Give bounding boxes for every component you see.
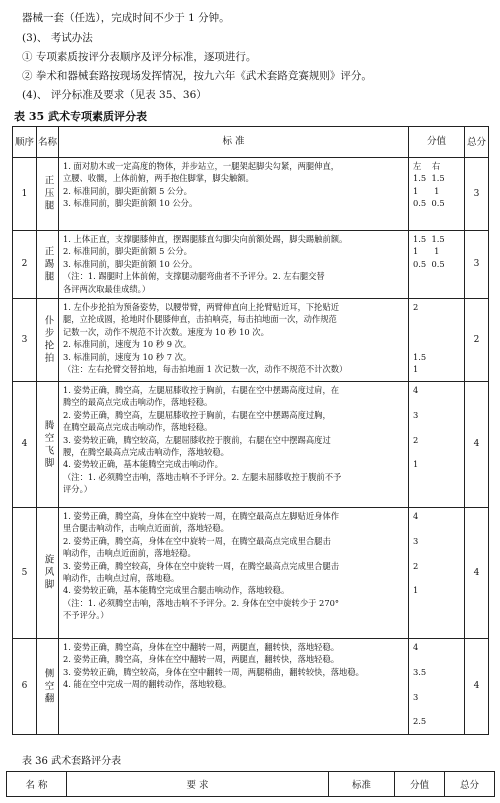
item-name-cell — [37, 382, 59, 508]
item-name-cell — [37, 231, 59, 299]
standard-line: 3. 标准同前，脚尖距前额 10 公分。 — [63, 198, 198, 209]
score-cell — [409, 639, 465, 735]
standard-line: 3. 姿势较正确，腾空较高，身体在空中翻转一周，两腿稍曲，翻转较快，落地稳。 — [63, 666, 364, 677]
score-value — [413, 313, 460, 325]
table35-row — [13, 299, 489, 382]
table35-row — [13, 158, 489, 231]
standard-line: （注：1. 必须腾空击响，落地击响不予评分。2. 身体在空中旋转少于 270° — [63, 597, 340, 608]
standard-line: 2. 标准同前，脚尖距前额 5 公分。 — [63, 246, 192, 257]
score-value — [413, 283, 460, 295]
table35 — [12, 126, 489, 735]
total-score: 4 — [465, 639, 489, 735]
standard-line: 1. 姿势正确，腾空高，左腿屈膝收控于胸前，右腿在空中摆踢高度过肩，在 — [63, 385, 340, 395]
score-value: 1.5 1.5 — [413, 234, 445, 244]
score-value: 0.5 0.5 — [413, 258, 445, 269]
score-value — [413, 522, 460, 534]
score-value — [413, 572, 460, 584]
score-value: 3 — [413, 409, 419, 420]
standard-line: 4. 能在空中完成一周的翻转动作，落地较稳。 — [63, 679, 232, 690]
standard-line: 响动作，击响点近面前，落地轻稳。 — [63, 548, 196, 559]
item-name-cell — [37, 639, 59, 735]
score-value: 1 1 — [413, 246, 440, 257]
standard-line: 在腾空最高点完成击响动作，落地轻稳。 — [63, 422, 213, 433]
score-value — [413, 326, 460, 338]
item-name: 仆步抡拍 — [42, 315, 54, 365]
standard-cell — [59, 299, 409, 382]
score-value: 2 — [413, 560, 419, 571]
score-value: 1 — [413, 585, 419, 596]
score-value: 1 1 — [413, 185, 440, 196]
score-value: 2 — [413, 302, 419, 312]
standard-line: 3. 姿势较正确，腾空较高，左腿屈膝收控于腹前，右腿在空中摆踢高度过 — [63, 434, 331, 445]
table36-header-row — [7, 772, 495, 797]
t36-header-requirement: 要 求 — [67, 772, 329, 797]
score-cell — [409, 158, 465, 231]
item-name-cell — [37, 299, 59, 382]
standard-line: 2. 姿势正确，腾空高，身体在空中旋转一周，在腾空最高点完成里合腿击 — [63, 535, 331, 546]
item-name-cell — [37, 508, 59, 639]
score-value: 1.5 — [413, 351, 427, 362]
score-value: 3 — [413, 691, 419, 702]
standard-line: 里合腿击响动作，击响点近面前，落地轻稳。 — [63, 523, 229, 534]
table35-row — [13, 231, 489, 299]
standard-cell — [59, 508, 409, 639]
table35-header-row — [13, 127, 489, 158]
t36-header-score: 分值 — [395, 772, 445, 797]
score-value: 4 — [413, 511, 419, 521]
score-value: 3.5 — [413, 666, 427, 677]
standard-line: （注：1. 踢腿时上体前俯，支撑腿动腿弯曲者不予评分。2. 左右腿交替 — [63, 271, 325, 282]
t36-header-name: 名 称 — [7, 772, 67, 797]
score-value: 4 — [413, 385, 419, 395]
table36 — [6, 771, 495, 797]
intro-line-2: (3)、 考试办法 — [22, 32, 93, 44]
item-name-cell — [37, 158, 59, 231]
score-value — [413, 421, 460, 433]
score-value — [413, 396, 460, 408]
score-value: 2 — [413, 434, 419, 445]
standard-line: 腿，立抡成圆，抢地时仆腿膝伸直，击拍响亮，每击拍地面一次，动作规范 — [63, 314, 337, 325]
header-name: 名称 — [37, 127, 59, 158]
standard-line: 1. 左仆步抡拍为预备姿势，以腰带臂，两臂伸直向上抡臂贴近耳，下抡贴近 — [63, 302, 340, 312]
standard-cell — [59, 639, 409, 735]
item-name: 正压腿 — [42, 175, 54, 213]
row-number: 5 — [13, 508, 37, 639]
standard-line: 3. 姿势正确，腾空较高，身体在空中旋转一周，在腾空最高点完成里合腿击 — [63, 560, 340, 571]
score-value — [413, 597, 460, 609]
standard-line: 2. 标准同前，脚尖距前额 5 公分。 — [63, 185, 192, 196]
standard-line: 腰，在腾空最高点完成击响动作，落地较稳。 — [63, 447, 229, 458]
row-number: 1 — [13, 158, 37, 231]
table35-row — [13, 508, 489, 639]
t36-header-total: 总分 — [445, 772, 495, 797]
standard-cell — [59, 231, 409, 299]
header-standard: 标 准 — [59, 127, 409, 158]
intro-line-3: ① 专项素质按评分表顺序及评分标准，逐项进行。 — [22, 51, 257, 63]
header-no: 顺序 — [13, 127, 37, 158]
standard-line: 1. 上体正直，支撑腿膝伸直，摆踢腿膝直勾脚尖向前额处踢，脚尖踢触前额。 — [63, 234, 348, 244]
score-cell — [409, 299, 465, 382]
item-name: 腾空飞脚 — [42, 419, 54, 470]
standard-line: 立腰、收髋，上体前俯，两手抱住脚掌，脚尖触额。 — [63, 173, 254, 184]
score-value — [413, 703, 460, 715]
t36-header-standard: 标准 — [329, 772, 395, 797]
score-cell — [409, 231, 465, 299]
table35-row — [13, 382, 489, 508]
standard-line: 4. 姿势较正确，基本能腾空完成击响动作。 — [63, 459, 223, 470]
score-value: 3 — [413, 535, 419, 546]
score-value: 左 右 — [413, 161, 441, 171]
standard-line: （注：1. 必须腾空击响，落地击响不予评分。2. 左腿未屈膝收控于腹前不予 — [63, 471, 342, 482]
standard-line: （注：左右抡臂交替拍地，每击拍地面 1 次记数一次，动作不规范不计次数） — [63, 364, 348, 375]
standard-line: 2. 标准同前，速度为 10 秒 9 次。 — [63, 339, 192, 350]
score-value — [413, 547, 460, 559]
score-value — [413, 678, 460, 690]
standard-line: 各评两次取最佳成绩。） — [63, 283, 151, 294]
score-value — [413, 483, 460, 495]
standard-line: 腾空的最高点完成击响动作，落地轻稳。 — [63, 397, 213, 408]
table35-row — [13, 639, 489, 735]
row-number: 3 — [13, 299, 37, 382]
score-value: 1 — [413, 363, 419, 374]
intro-line-5: (4)、 评分标准及要求（见表 35、36） — [22, 89, 207, 101]
standard-cell — [59, 382, 409, 508]
score-value: 1 — [413, 459, 419, 470]
standard-line: 2. 姿势正确，腾空高，左腿屈膝收控于胸前，右腿在空中摆踢高度过胸， — [63, 409, 331, 420]
intro-line-1: 器械一套（任选），完成时间不少于 1 分钟。 — [22, 12, 230, 24]
standard-line: 3. 标准同前，脚尖距前额 10 公分。 — [63, 258, 198, 269]
row-number: 6 — [13, 639, 37, 735]
header-score: 分值 — [409, 127, 465, 158]
score-cell — [409, 508, 465, 639]
header-total: 总分 — [465, 127, 489, 158]
item-name: 旋风脚 — [42, 554, 54, 592]
intro-line-4: ② 拳术和器械套路按现场发挥情况，按九六年《武术套路竞赛规则》评分。 — [22, 70, 372, 82]
standard-cell — [59, 158, 409, 231]
standard-line: 1. 姿势正确，腾空高，身体在空中旋转一周，在腾空最高点左脚贴近身体作 — [63, 511, 340, 521]
score-value — [413, 446, 460, 458]
standard-line: 3. 标准同前，速度为 10 秒 7 次。 — [63, 351, 192, 362]
row-number: 4 — [13, 382, 37, 508]
standard-line: 评分。） — [63, 484, 93, 495]
standard-line: 记数一次，动作不规范不计次数。速度为 10 秒 10 次。 — [63, 326, 269, 337]
total-score: 2 — [465, 299, 489, 382]
standard-line: 2. 姿势正确，腾空高，身体在空中翻转一周，两腿直，翻转快，落地轻稳。 — [63, 654, 340, 665]
total-score: 3 — [465, 158, 489, 231]
table36-caption: 表 36 武术套路评分表 — [22, 756, 122, 767]
total-score: 3 — [465, 231, 489, 299]
standard-line: 1. 面对肋木或一定高度的物体，并步站立，一腿架起脚尖勾紧，两腿伸直， — [63, 161, 340, 171]
score-value — [413, 338, 460, 350]
total-score: 4 — [465, 508, 489, 639]
score-value — [413, 270, 460, 282]
standard-line: 4. 姿势较正确，基本能腾空完成里合腿击响动作，落地较稳。 — [63, 585, 290, 596]
score-value — [413, 609, 460, 621]
score-value: 4 — [413, 642, 419, 652]
score-value — [413, 471, 460, 483]
score-cell — [409, 382, 465, 508]
total-score: 4 — [465, 382, 489, 508]
row-number: 2 — [13, 231, 37, 299]
score-value — [413, 653, 460, 665]
score-value: 1.5 1.5 — [413, 173, 445, 184]
table35-caption: 表 35 武术专项素质评分表 — [14, 110, 147, 123]
standard-line: 不予评分。） — [63, 610, 109, 621]
score-value: 2.5 — [413, 716, 427, 727]
item-name: 侧空翻 — [42, 667, 54, 706]
score-value: 0.5 0.5 — [413, 198, 445, 209]
standard-line: 响动作，击响点过肩，落地稳。 — [63, 573, 180, 584]
standard-line: 1. 姿势正确，腾空高，身体在空中翻转一周，两腿直，翻转快，落地轻稳。 — [63, 642, 340, 652]
item-name: 正踢腿 — [42, 245, 54, 284]
